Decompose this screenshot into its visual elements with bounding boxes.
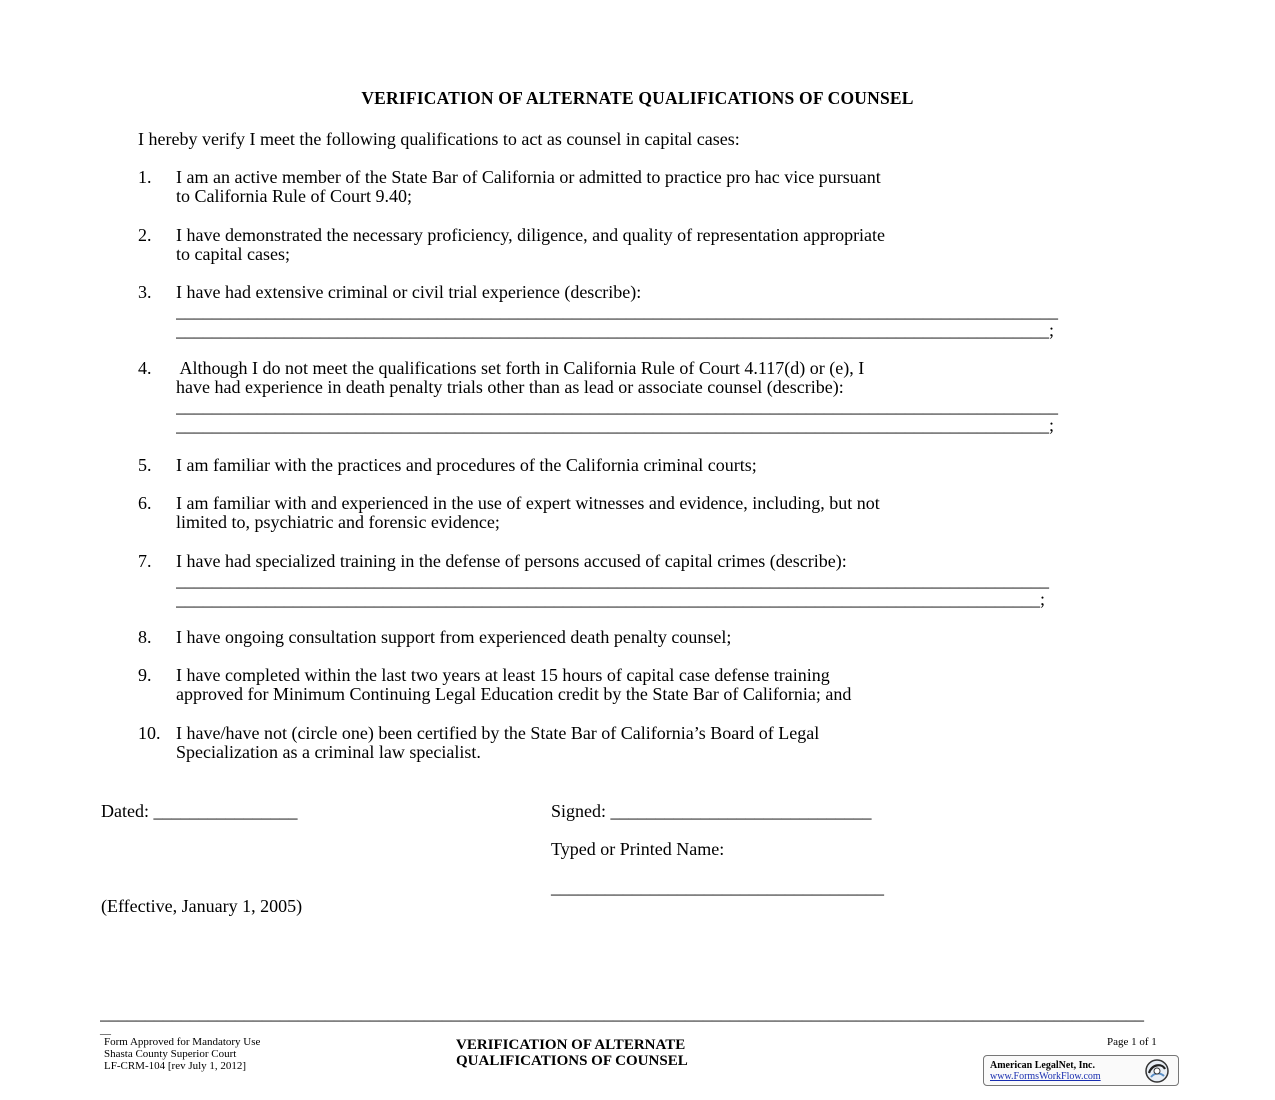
item-text-line: Although I do not meet the qualifications set forth in California Rule of Court 4.117(d) or (e), I [176, 358, 865, 378]
item-text-line: I have demonstrated the necessary proficiency, diligence, and quality of representation appropriate [176, 225, 886, 245]
footer-rule: ____________________________________________________________________________________________________________________ [100, 1004, 1144, 1023]
footer-form-info [104, 1036, 260, 1072]
fill-terminator: ; [1049, 321, 1055, 340]
item-text-line: I am familiar with the practices and procedures of the California criminal courts; [176, 455, 757, 475]
footer-title-line: QUALIFICATIONS OF COUNSEL [456, 1053, 688, 1069]
item-number: 8. [138, 627, 152, 647]
publisher-logo[interactable] [983, 1055, 1179, 1086]
qualification-item-10 [138, 724, 1178, 762]
qualification-item-3 [138, 283, 1178, 340]
item-text-line: limited to, psychiatric and forensic evidence; [176, 512, 500, 532]
describe-fill-line[interactable]: ________________________________________________________________________________________________; [176, 590, 1046, 609]
item-text-line: I have ongoing consultation support from experienced death penalty counsel; [176, 627, 732, 647]
logo-url-link[interactable]: www.FormsWorkFlow.com [990, 1071, 1101, 1082]
describe-fill-line[interactable]: _________________________________________________________________________________________________; [176, 416, 1055, 435]
item-text-line: to California Rule of Court 9.40; [176, 186, 412, 206]
item-text-line: to capital cases; [176, 244, 290, 264]
item-number: 3. [138, 282, 152, 302]
item-number: 10. [138, 723, 161, 743]
footer-form-title [456, 1037, 688, 1069]
item-text-line: Specialization as a criminal law specialist. [176, 742, 481, 762]
footer-dash: __ [100, 1024, 111, 1036]
item-number: 1. [138, 167, 152, 187]
item-number: 2. [138, 225, 152, 245]
footer-left-line: Form Approved for Mandatory Use [104, 1036, 261, 1048]
item-number: 5. [138, 455, 152, 475]
item-text-line: I have completed within the last two years at least 15 hours of capital case defense training [176, 665, 830, 685]
effective-date: (Effective, January 1, 2005) [101, 896, 303, 916]
qualification-item-1 [138, 168, 1178, 206]
item-number: 9. [138, 665, 152, 685]
describe-fill-line[interactable]: __________________________________________________________________________________________________ [176, 397, 1058, 416]
qualification-item-9 [138, 666, 1178, 704]
footer-title-line: VERIFICATION OF ALTERNATE [456, 1037, 686, 1053]
qualification-item-8 [138, 628, 1178, 647]
globe-swirl-icon [1144, 1058, 1170, 1084]
intro-statement: I hereby verify I meet the following qualifications to act as counsel in capital cases: [138, 129, 740, 149]
footer-left-line: LF-CRM-104 [rev July 1, 2012] [104, 1060, 247, 1072]
describe-fill-line[interactable]: __________________________________________________________________________________________________ [176, 302, 1058, 321]
item-number: 4. [138, 358, 152, 378]
dated-field[interactable]: Dated: ________________ [101, 801, 298, 821]
item-text-line: I am familiar with and experienced in the use of expert witnesses and evidence, including, but not [176, 493, 880, 513]
describe-fill-line[interactable]: _________________________________________________________________________________________________; [176, 321, 1055, 340]
fill-terminator: ; [1049, 416, 1055, 435]
logo-brand-text: American LegalNet, Inc. [990, 1060, 1095, 1071]
form-title: VERIFICATION OF ALTERNATE QUALIFICATIONS OF COUNSEL [361, 88, 914, 108]
describe-fill-line[interactable]: _________________________________________________________________________________________________ [176, 571, 1049, 590]
qualification-item-4 [138, 359, 1178, 435]
qualification-item-2 [138, 226, 1178, 264]
footer-left-line: Shasta County Superior Court [104, 1048, 237, 1060]
item-text-line: I have had extensive criminal or civil trial experience (describe): [176, 282, 642, 302]
printed-name-label: Typed or Printed Name: [551, 839, 725, 859]
qualification-item-7 [138, 552, 1178, 609]
item-text-line: have had experience in death penalty trials other than as lead or associate counsel (describe): [176, 377, 844, 397]
item-text-line: I have/have not (circle one) been certified by the State Bar of California’s Board of Legal [176, 723, 820, 743]
page-number: Page 1 of 1 [1107, 1036, 1157, 1048]
signed-field[interactable]: Signed: _____________________________ [551, 801, 872, 821]
item-number: 7. [138, 551, 152, 571]
printed-name-field[interactable]: _____________________________________ [551, 877, 884, 897]
item-text-line: approved for Minimum Continuing Legal Education credit by the State Bar of California; and [176, 684, 852, 704]
qualification-item-5 [138, 456, 1178, 475]
qualification-item-6 [138, 494, 1178, 532]
item-text-line: I am an active member of the State Bar of California or admitted to practice pro hac vice pursuant [176, 167, 881, 187]
item-text-line: I have had specialized training in the defense of persons accused of capital crimes (describe): [176, 551, 847, 571]
fill-terminator: ; [1040, 590, 1046, 609]
item-number: 6. [138, 493, 152, 513]
